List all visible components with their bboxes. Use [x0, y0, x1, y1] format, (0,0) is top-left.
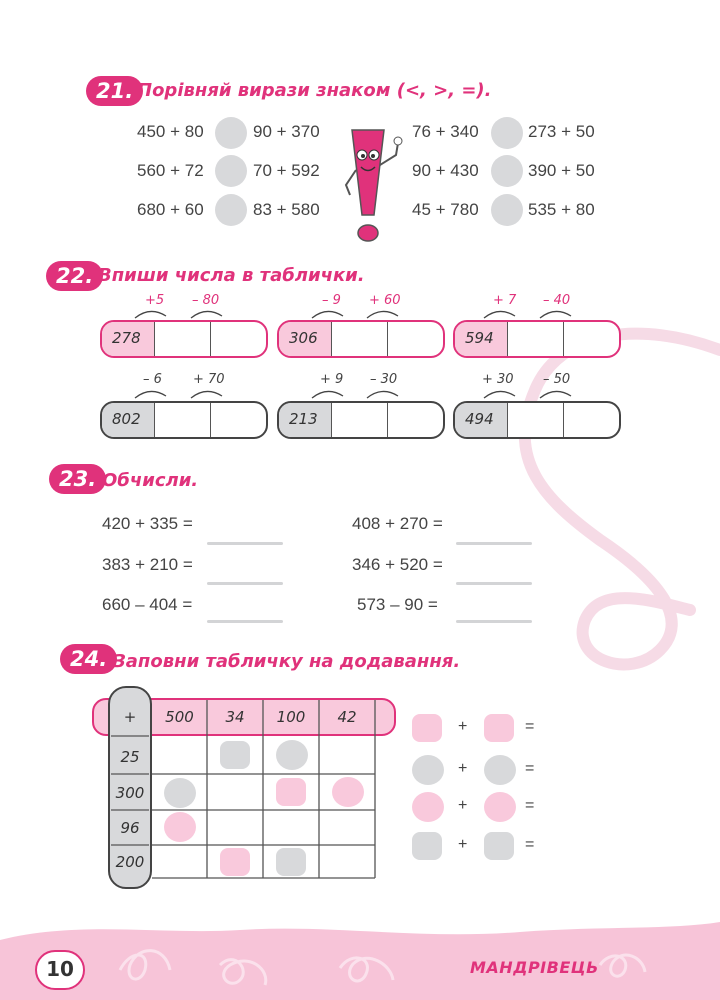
expr-left: 76 + 340 — [412, 122, 479, 141]
table-row-header: 96 — [120, 819, 140, 837]
pink-circle-marker[interactable] — [332, 777, 364, 807]
equals-sign: = — [525, 760, 535, 777]
expr-left: 560 + 72 — [137, 161, 204, 180]
exercise-21-badge: 21. — [86, 76, 143, 106]
exercise-24-title: Заповни табличку на додавання. — [113, 651, 461, 672]
exercise-23-title: Обчисли. — [102, 470, 199, 491]
expr-right: 535 + 80 — [528, 200, 595, 219]
grey-circle-marker[interactable] — [164, 778, 196, 808]
operation-label: + 30 — [482, 372, 514, 387]
exercise-23-badge: 23. — [49, 464, 106, 494]
grey-square-marker — [412, 832, 442, 860]
chain-start-value: 306 — [279, 322, 331, 356]
operation-label: – 6 — [143, 372, 162, 387]
table-column-header: 34 — [225, 708, 245, 726]
plus-sign: + — [458, 836, 468, 853]
pink-circle-marker[interactable] — [164, 812, 196, 842]
table-row-header: 300 — [115, 784, 145, 802]
chain-start-value: 494 — [455, 403, 507, 437]
operation-label: + 70 — [193, 372, 225, 387]
table-row-header: 200 — [115, 853, 145, 871]
chain-start-value: 802 — [102, 403, 154, 437]
expr-left: 90 + 430 — [412, 161, 479, 180]
calc-expression: 408 + 270 = — [352, 514, 443, 533]
expr-right: 273 + 50 — [528, 122, 595, 141]
grey-square-marker[interactable] — [276, 848, 306, 876]
expr-right: 70 + 592 — [253, 161, 320, 180]
expr-left: 45 + 780 — [412, 200, 479, 219]
brand-logo: МАНДРІВЕЦЬ — [470, 958, 599, 977]
expr-right: 390 + 50 — [528, 161, 595, 180]
page-number: 10 — [46, 957, 74, 981]
pink-square-marker — [412, 714, 442, 742]
chain-start-value: 594 — [455, 322, 507, 356]
expr-left: 450 + 80 — [137, 122, 204, 141]
pink-circle-marker — [484, 792, 516, 822]
operation-label: – 30 — [370, 372, 398, 387]
operation-label: + 9 — [320, 372, 344, 387]
operation-label: – 9 — [322, 293, 341, 308]
pink-square-marker[interactable] — [276, 778, 306, 806]
plus-sign: + — [458, 797, 468, 814]
grey-circle-marker[interactable] — [276, 740, 308, 770]
pink-square-marker[interactable] — [220, 848, 250, 876]
plus-sign: + — [458, 718, 468, 735]
calc-expression: 420 + 335 = — [102, 514, 193, 533]
exercise-21-title: Порівняй вирази знаком (<, >, =). — [137, 80, 492, 101]
equals-sign: = — [525, 836, 535, 853]
plus-sign: + — [458, 760, 468, 777]
grey-circle-marker — [484, 755, 516, 785]
calc-expression: 660 – 404 = — [102, 595, 193, 614]
table-corner-plus: + — [123, 708, 137, 726]
operation-label: – 40 — [543, 293, 571, 308]
table-row-header: 25 — [120, 748, 140, 766]
exercise-22-title: Впиши числа в таблички. — [98, 265, 365, 286]
calc-expression: 573 – 90 = — [357, 595, 438, 614]
operation-label: +5 — [145, 293, 165, 308]
pink-square-marker — [484, 714, 514, 742]
chain-start-value: 278 — [102, 322, 154, 356]
expr-left: 680 + 60 — [137, 200, 204, 219]
equals-sign: = — [525, 797, 535, 814]
table-column-header: 100 — [276, 708, 306, 726]
operation-label: – 80 — [192, 293, 220, 308]
operation-label: + 60 — [369, 293, 401, 308]
exercise-24-badge: 24. — [60, 644, 117, 674]
expr-right: 90 + 370 — [253, 122, 320, 141]
calc-expression: 383 + 210 = — [102, 555, 193, 574]
grey-square-marker[interactable] — [220, 741, 250, 769]
page-number-badge — [35, 950, 85, 990]
table-column-header: 42 — [337, 708, 357, 726]
footer-wave — [0, 910, 720, 1000]
pink-circle-marker — [412, 792, 444, 822]
exercise-22-badge: 22. — [46, 261, 103, 291]
grey-square-marker — [484, 832, 514, 860]
chain-start-value: 213 — [279, 403, 331, 437]
operation-label: + 7 — [493, 293, 517, 308]
equals-sign: = — [525, 718, 535, 735]
grey-circle-marker — [412, 755, 444, 785]
table-column-header: 500 — [165, 708, 194, 726]
expr-right: 83 + 580 — [253, 200, 320, 219]
operation-label: – 50 — [543, 372, 571, 387]
calc-expression: 346 + 520 = — [352, 555, 443, 574]
